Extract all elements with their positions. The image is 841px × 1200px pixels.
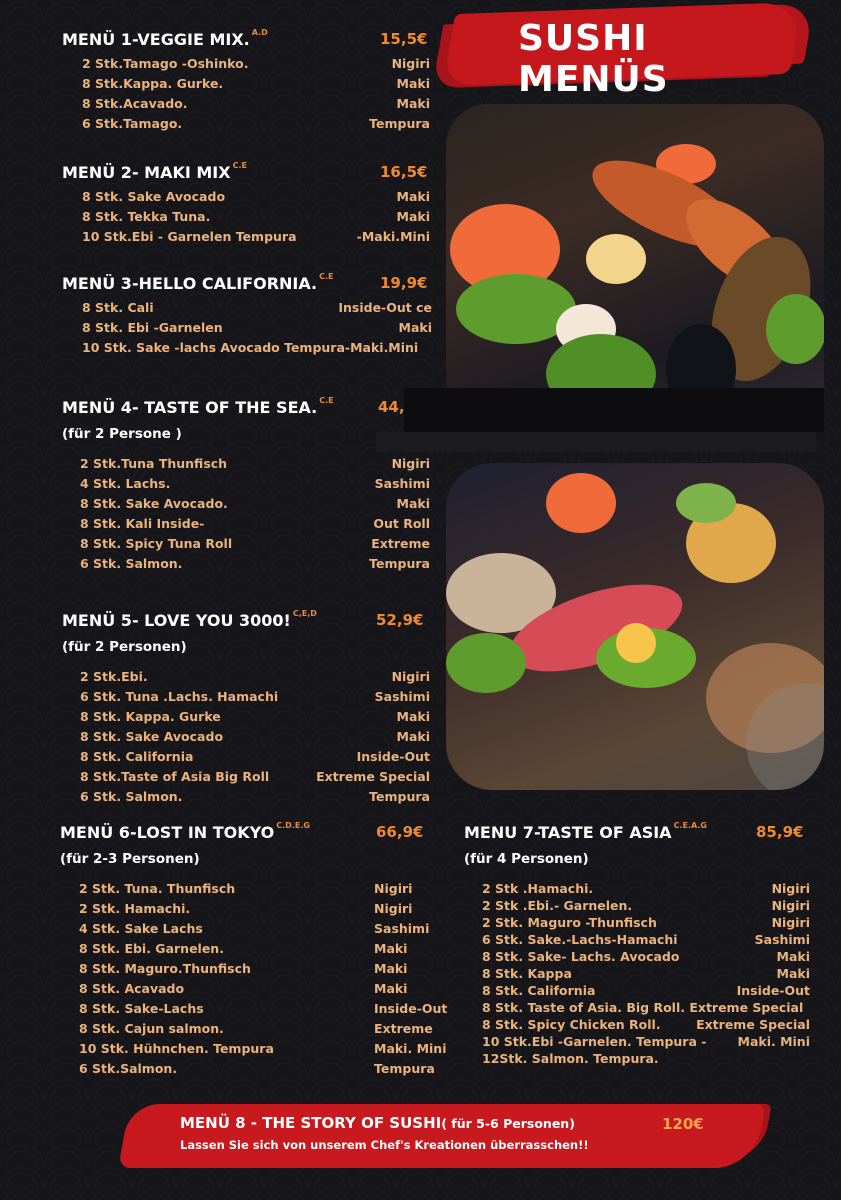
menu-5 [62, 611, 430, 807]
list-item: 8 Stk. Ebi. Garnelen. Maki [79, 941, 408, 956]
menu-subtitle: (für 2 Personen) [62, 639, 187, 655]
list-item: 8 Stk. Sake-Lachs Inside-Out [79, 1001, 448, 1016]
list-item: 2 Stk. Hamachi. Nigiri [79, 901, 413, 916]
list-item: 8 Stk. Kali Inside- Out Roll [80, 516, 430, 531]
menu-title: MENÜ 2- MAKI MIX $^{C.E}$ [62, 161, 247, 182]
list-item: 8 Stk. Cali Inside-Out ce [82, 300, 432, 315]
list-item: 8 Stk. Sake Avocado Maki [80, 729, 430, 744]
menu-price: 19,9€ [380, 274, 428, 292]
menu-price: 44, [378, 398, 405, 416]
list-item: 8 Stk. Ebi -Garnelen Maki [82, 320, 432, 335]
menu-subtitle: (für 2 Persone ) [62, 426, 182, 442]
photo-divider [404, 388, 824, 432]
menu-7 [464, 823, 812, 1066]
list-item: 2 Stk .Ebi.- Garnelen. Nigiri [482, 898, 810, 913]
list-item: 10 Stk. Hühnchen. Tempura Maki. Mini [79, 1041, 447, 1056]
list-item: 8 Stk. Acavado Maki [79, 981, 408, 996]
menu-price: 120€ [662, 1115, 704, 1133]
menu-price: 66,9€ [376, 823, 424, 841]
list-item: 8 Stk. Taste of Asia. Big Roll. Extreme Special [482, 1000, 804, 1015]
menu-title: MENÜ 5- LOVE YOU 3000! $^{C,E,D}$ [62, 609, 317, 630]
menu-price: 15,5€ [380, 30, 428, 48]
menu-title: MENÜ 4- TASTE OF THE SEA. $^{C.E}$ [62, 396, 334, 417]
list-item: 8 Stk.Acavado. Maki [82, 96, 430, 111]
allergen-codes: C,E,D [292, 609, 317, 618]
sushi-platter-photo-1 [446, 104, 824, 430]
allergen-codes: C.E.A.G [673, 821, 707, 830]
list-item: 8 Stk. Kappa Maki [482, 966, 810, 981]
list-item: 8 Stk. Maguro.Thunfisch Maki [79, 961, 408, 976]
menu-price: 16,5€ [380, 163, 428, 181]
list-item: 8 Stk. Spicy Tuna Roll Extreme [80, 536, 430, 551]
menu-subtitle: Lassen Sie sich von unserem Chef's Kreationen überrasschen!! [180, 1138, 589, 1152]
photo-divider [376, 432, 816, 452]
allergen-codes: C.E [232, 161, 247, 170]
page-title: SUSHI MENÜS [518, 18, 669, 100]
list-item: 10 Stk.Ebi - Garnelen Tempura -Maki.Mini [82, 229, 430, 244]
list-item: 8 Stk. Sake Avocado Maki [82, 189, 430, 204]
list-item: 8 Stk. Sake- Lachs. Avocado Maki [482, 949, 810, 964]
menu-title: MENÜ 1-VEGGIE MIX. $^{A.D}$ [62, 28, 268, 49]
allergen-codes: C.D.E.G [276, 821, 310, 830]
allergen-codes: C.E [319, 272, 334, 281]
sushi-platter-photo-2 [446, 463, 824, 790]
list-item: 10 Stk.Ebi -Garnelen. Tempura - Maki. Mini [482, 1034, 810, 1049]
list-item: 8 Stk. Tekka Tuna. Maki [82, 209, 430, 224]
menu-title: MENÜ 3-HELLO CALIFORNIA. $^{C.E}$ [62, 272, 334, 293]
menu-price: 52,9€ [376, 611, 424, 629]
menu-4 [62, 398, 430, 574]
list-item: 10 Stk. Sake -lachs Avocado Tempura-Maki.Mini [82, 340, 419, 355]
list-item: 8 Stk.Kappa. Gurke. Maki [82, 76, 430, 91]
menu-subtitle: (für 2-3 Personen) [60, 851, 200, 867]
list-item: 4 Stk. Lachs. Sashimi [80, 476, 430, 491]
list-item: 6 Stk.Tamago. Tempura [82, 116, 430, 131]
menu-price: 85,9€ [756, 823, 804, 841]
list-item: 6 Stk. Salmon. Tempura [80, 556, 430, 571]
title-banner [430, 0, 810, 100]
list-item: 4 Stk. Sake Lachs Sashimi [79, 921, 430, 936]
menu-3 [62, 274, 432, 358]
list-item: 6 Stk.Salmon. Tempura [79, 1061, 435, 1076]
menu-6 [60, 823, 452, 1079]
list-item: 2 Stk.Tuna Thunfisch Nigiri [80, 456, 430, 471]
menu-title: MENU 7-TASTE OF ASIA $^{C.E.A.G}$ [464, 821, 707, 842]
allergen-codes: A.D [251, 28, 268, 37]
menu-2 [62, 163, 430, 247]
menu-8-banner [124, 1098, 760, 1172]
menu-1 [62, 30, 430, 134]
list-item: 2 Stk.Ebi. Nigiri [80, 669, 430, 684]
list-item: 2 Stk.Tamago -Oshinko. Nigiri [82, 56, 430, 71]
menu-subtitle: (für 4 Personen) [464, 851, 589, 867]
menu-title: MENÜ 8 - THE STORY OF SUSHI( für 5-6 Personen) [180, 1114, 575, 1132]
list-item: 2 Stk. Maguro -Thunfisch Nigiri [482, 915, 810, 930]
list-item: 8 Stk. California Inside-Out [482, 983, 810, 998]
list-item: 8 Stk. California Inside-Out [80, 749, 430, 764]
list-item: 8 Stk. Cajun salmon. Extreme [79, 1021, 433, 1036]
list-item: 8 Stk. Spicy Chicken Roll. Extreme Special [482, 1017, 810, 1032]
list-item: 8 Stk. Sake Avocado. Maki [80, 496, 430, 511]
list-item: 2 Stk. Tuna. Thunfisch Nigiri [79, 881, 413, 896]
list-item: 8 Stk. Kappa. Gurke Maki [80, 709, 430, 724]
list-item: 8 Stk.Taste of Asia Big Roll Extreme Special [80, 769, 430, 784]
list-item: 6 Stk. Salmon. Tempura [80, 789, 430, 804]
list-item: 6 Stk. Tuna .Lachs. Hamachi Sashimi [80, 689, 430, 704]
list-item: 2 Stk .Hamachi. Nigiri [482, 881, 810, 896]
allergen-codes: C.E [319, 396, 334, 405]
list-item: 12Stk. Salmon. Tempura. [482, 1051, 659, 1066]
list-item: 6 Stk. Sake.-Lachs-Hamachi Sashimi [482, 932, 810, 947]
menu-title: MENÜ 6-LOST IN TOKYO $^{C.D.E.G}$ [60, 821, 310, 842]
